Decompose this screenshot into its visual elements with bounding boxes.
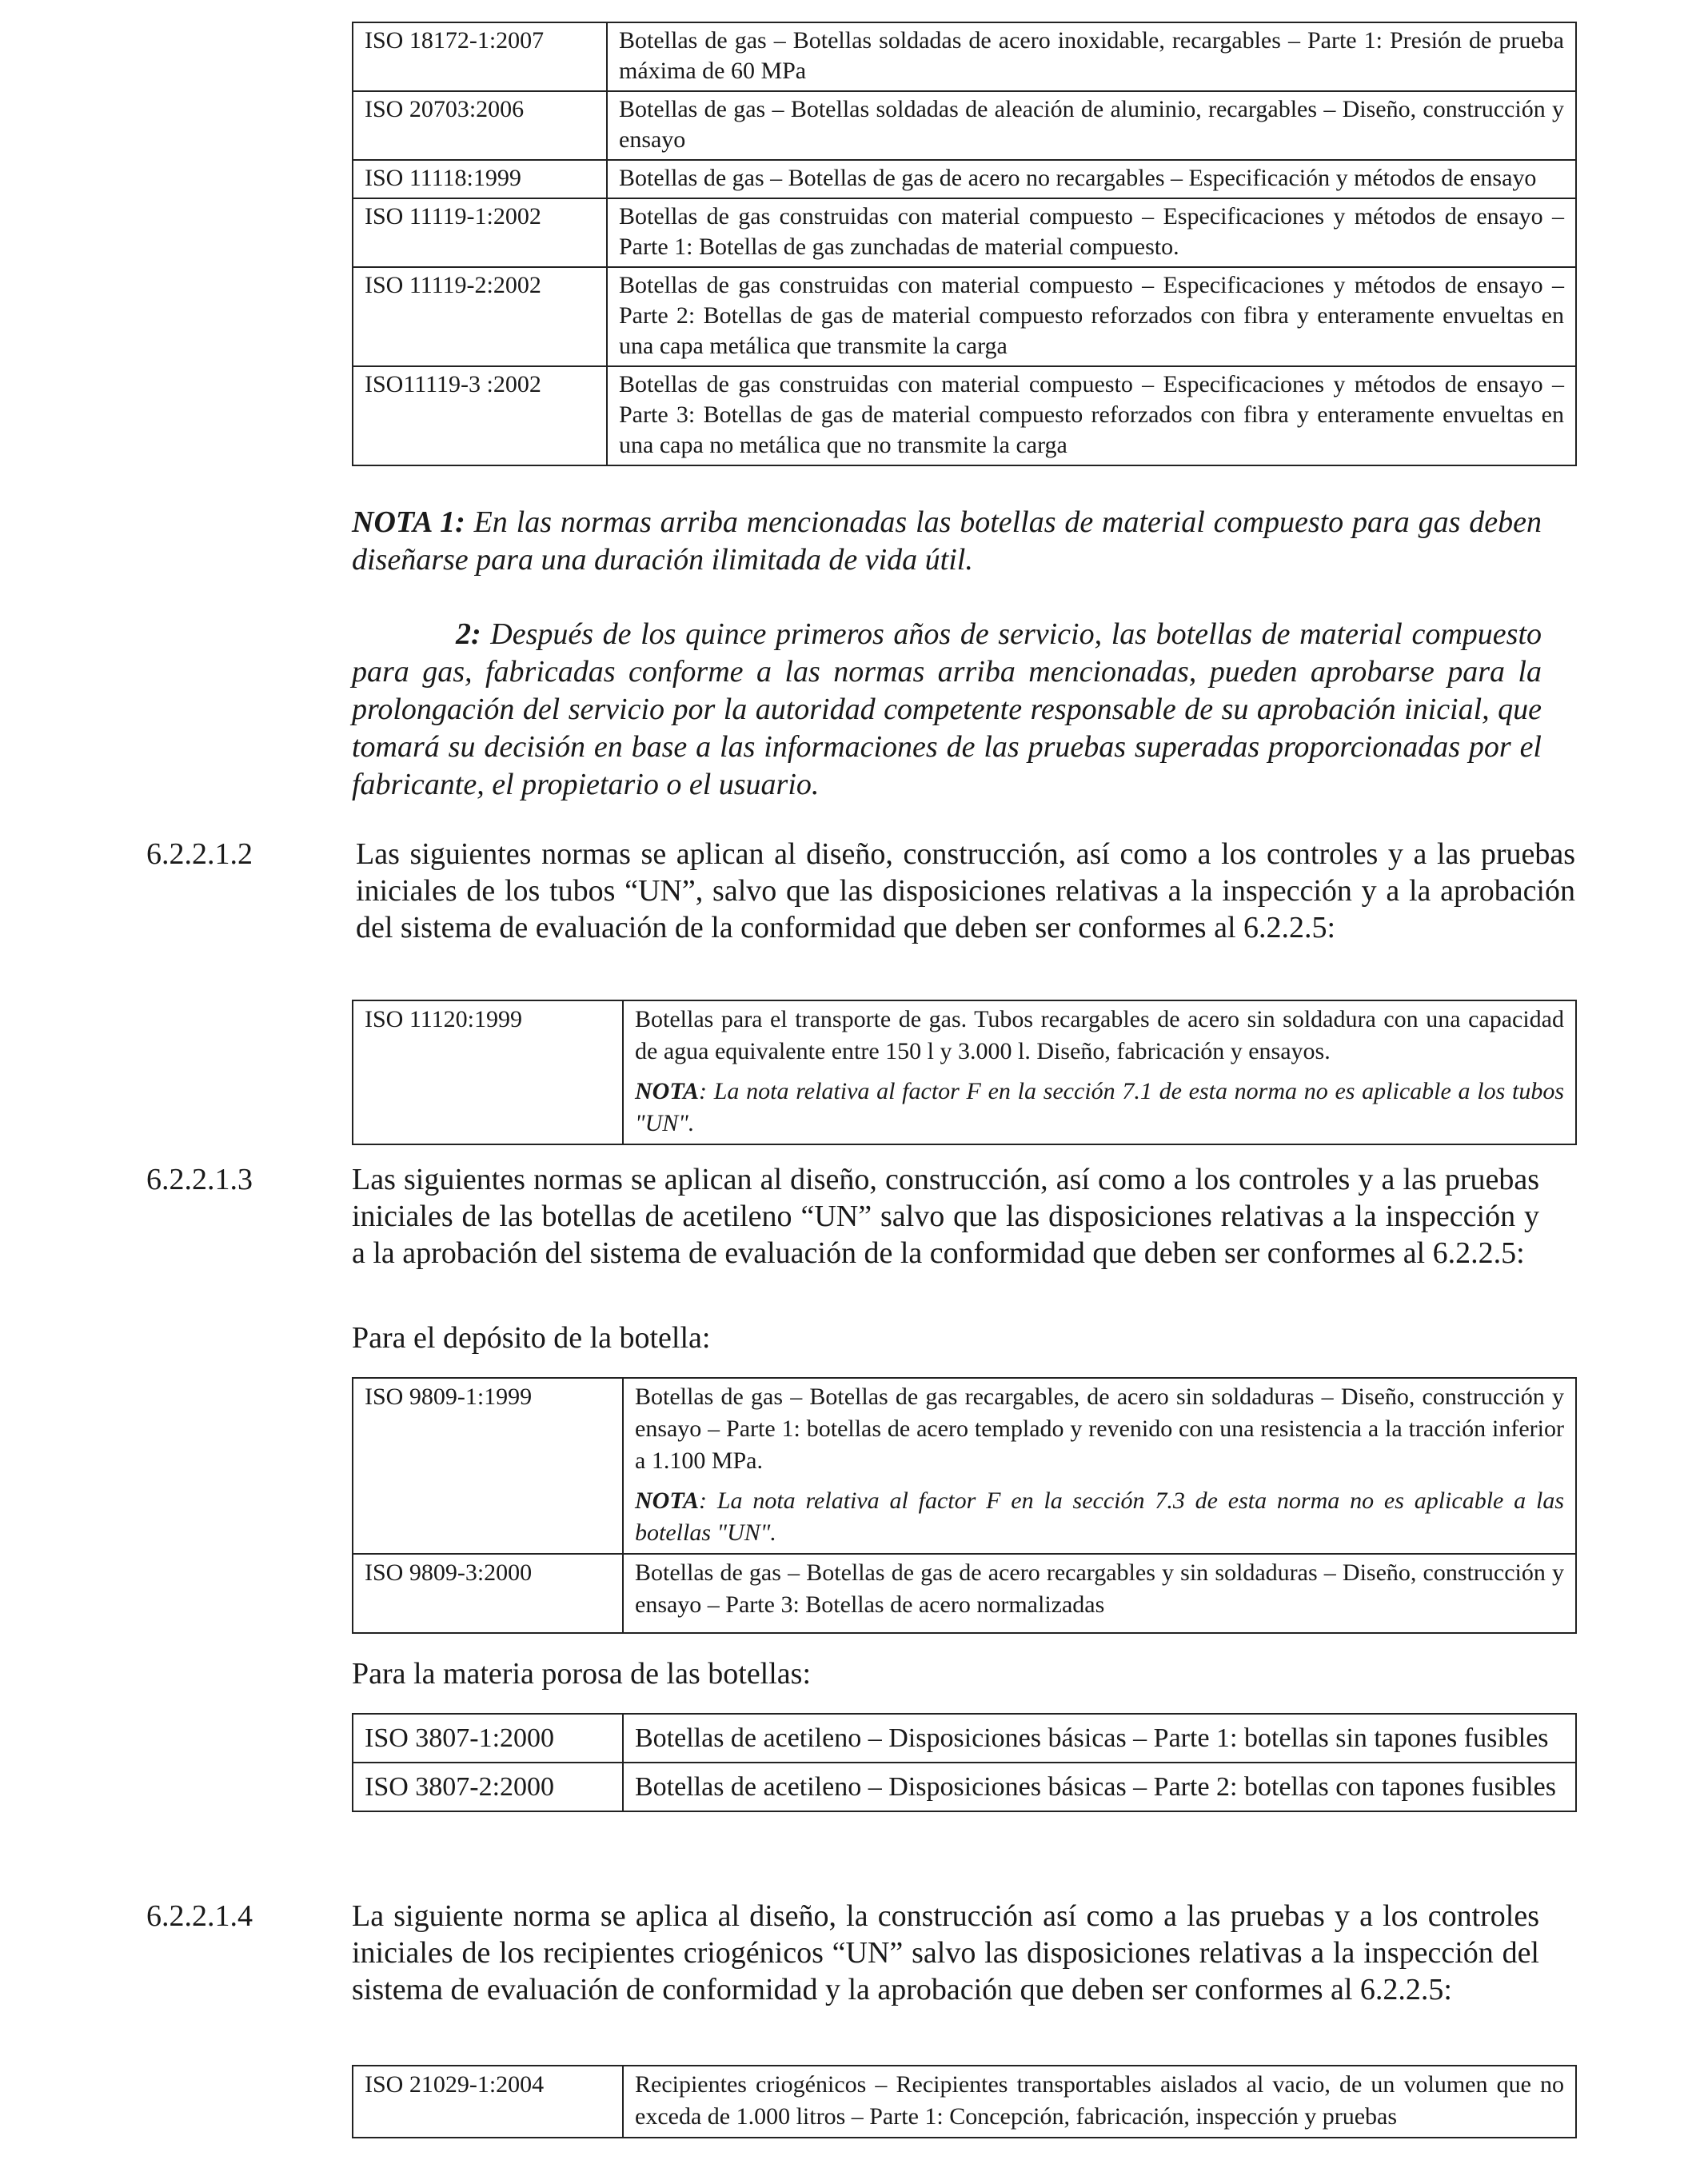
- standard-description: Botellas de gas construidas con material compuesto – Especificaciones y métodos de ensayo – Parte 3: Botellas de gas de material compuesto reforzados con fibra y enteramente envueltas en una capa no metálica que no transmite la carga: [607, 366, 1576, 465]
- table-row: [353, 160, 1576, 198]
- table-row: [353, 267, 1576, 366]
- standard-code: ISO 9809-1:1999: [353, 1378, 623, 1554]
- standard-note-label: NOTA: [635, 1487, 700, 1514]
- standards-table-deposit: [352, 1377, 1577, 1634]
- table-row: [353, 1000, 1576, 1144]
- standards-table-tubes: [352, 1000, 1577, 1145]
- standard-note: [635, 1485, 1564, 1549]
- section-paragraph: Las siguientes normas se aplican al diseño, construcción, así como a los controles y a las pruebas iniciales de las botellas de acetileno “UN” salvo que las disposiciones relativas a la inspección y a la aprobación del sistema de evaluación de la conformidad que deben ser conformes al 6.2.2.5:: [352, 1163, 1539, 1270]
- standard-code: ISO 11119-2:2002: [353, 267, 607, 366]
- note-2-label: 2:: [456, 617, 481, 651]
- deposit-label: Para el depósito de la botella:: [352, 1321, 711, 1355]
- section-number: 6.2.2.1.2: [146, 837, 253, 871]
- standard-note-text: : La nota relativa al factor F en la sección 7.3 de esta norma no es aplicable a las botellas "UN".: [635, 1487, 1564, 1546]
- standard-code: ISO 9809-3:2000: [353, 1554, 623, 1633]
- standard-code: ISO 18172-1:2007: [353, 22, 607, 91]
- standard-code: ISO 20703:2006: [353, 91, 607, 160]
- standards-table-cylinders: [352, 22, 1577, 466]
- standard-description: Botellas de acetileno – Disposiciones básicas – Parte 2: botellas con tapones fusibles: [623, 1763, 1576, 1811]
- standard-code: ISO 3807-2:2000: [353, 1763, 623, 1811]
- standard-code: ISO 3807-1:2000: [353, 1714, 623, 1763]
- note-1-label: NOTA 1:: [352, 505, 465, 539]
- standard-code: ISO11119-3 :2002: [353, 366, 607, 465]
- standard-description: Botellas de gas construidas con material compuesto – Especificaciones y métodos de ensayo – Parte 2: Botellas de gas de material compuesto reforzados con fibra y enteramente envueltas en una capa metálica que transmite la carga: [607, 267, 1576, 366]
- standards-table-cryogenic: [352, 2065, 1577, 2138]
- standards-table-porous: [352, 1713, 1577, 1812]
- standard-code: ISO 11118:1999: [353, 160, 607, 198]
- standard-description: Botellas de gas – Botellas de gas de acero no recargables – Especificación y métodos de ensayo: [607, 160, 1576, 198]
- table-row: [353, 1714, 1576, 1763]
- section-paragraph: Las siguientes normas se aplican al diseño, construcción, así como a los controles y a las pruebas iniciales de los tubos “UN”, salvo que las disposiciones relativas a la inspección y a la aprobación del sistema de evaluación de la conformidad que deben ser conformes al 6.2.2.5:: [356, 837, 1575, 944]
- table-row: [353, 2066, 1576, 2138]
- standard-code: ISO 11119-1:2002: [353, 198, 607, 267]
- note-2: [352, 616, 1542, 804]
- standard-description: Botellas de gas – Botellas soldadas de acero inoxidable, recargables – Parte 1: Presión de prueba máxima de 60 MPa: [607, 22, 1576, 91]
- section-number: 6.2.2.1.3: [146, 1163, 253, 1196]
- standard-description: Botellas de gas – Botellas soldadas de aleación de aluminio, recargables – Diseño, construcción y ensayo: [607, 91, 1576, 160]
- note-1: [352, 504, 1542, 579]
- standard-description-text: Botellas de gas – Botellas de gas recargables, de acero sin soldaduras – Diseño, construcción y ensayo – Parte 1: botellas de acero templado y revenido con una resistencia a la tracción inferior a 1.100 MPa.: [635, 1383, 1564, 1474]
- standard-description: Botellas de gas construidas con material compuesto – Especificaciones y métodos de ensayo – Parte 1: Botellas de gas zunchadas de material compuesto.: [607, 198, 1576, 267]
- table-row: [353, 198, 1576, 267]
- standard-code: ISO 11120:1999: [353, 1000, 623, 1144]
- standard-note-label: NOTA: [635, 1078, 700, 1104]
- table-row: [353, 1763, 1576, 1811]
- table-row: [353, 22, 1576, 91]
- table-row: [353, 1554, 1576, 1633]
- standard-description: [623, 1378, 1576, 1554]
- standard-note-text: : La nota relativa al factor F en la sección 7.1 de esta norma no es aplicable a los tubos "UN".: [635, 1078, 1564, 1136]
- porous-label: Para la materia porosa de las botellas:: [352, 1657, 812, 1691]
- table-row: [353, 366, 1576, 465]
- table-row: [353, 91, 1576, 160]
- standard-description: Botellas de acetileno – Disposiciones básicas – Parte 1: botellas sin tapones fusibles: [623, 1714, 1576, 1763]
- standard-code: ISO 21029-1:2004: [353, 2066, 623, 2138]
- section-number: 6.2.2.1.4: [146, 1899, 253, 1933]
- standard-description: [623, 1000, 1576, 1144]
- standard-description-text: Botellas para el transporte de gas. Tubos recargables de acero sin soldadura con una capacidad de agua equivalente entre 150 l y 3.000 l. Diseño, fabricación y ensayos.: [635, 1006, 1564, 1064]
- note-2-text: Después de los quince primeros años de servicio, las botellas de material compuesto para gas, fabricadas conforme a las normas arriba mencionadas, pueden aprobarse para la prolongación del servicio por la autoridad competente responsable de su aprobación inicial, que tomará su decisión en base a las informaciones de las pruebas superadas proporcionadas por el fabricante, el propietario o el usuario.: [352, 617, 1542, 801]
- note-1-text: En las normas arriba mencionadas las botellas de material compuesto para gas deben diseñarse para una duración ilimitada de vida útil.: [352, 505, 1542, 577]
- standard-note: [635, 1076, 1564, 1140]
- standard-description: Recipientes criogénicos – Recipientes transportables aislados al vacio, de un volumen que no exceda de 1.000 litros – Parte 1: Concepción, fabricación, inspección y pruebas: [623, 2066, 1576, 2138]
- section-paragraph: La siguiente norma se aplica al diseño, la construcción así como a las pruebas y a los controles iniciales de los recipientes criogénicos “UN” salvo las disposiciones relativas a la inspección del sistema de evaluación de conformidad y la aprobación que deben ser conformes al 6.2.2.5:: [352, 1899, 1539, 2006]
- table-row: [353, 1378, 1576, 1554]
- standard-description: Botellas de gas – Botellas de gas de acero recargables y sin soldaduras – Diseño, construcción y ensayo – Parte 3: Botellas de acero normalizadas: [623, 1554, 1576, 1633]
